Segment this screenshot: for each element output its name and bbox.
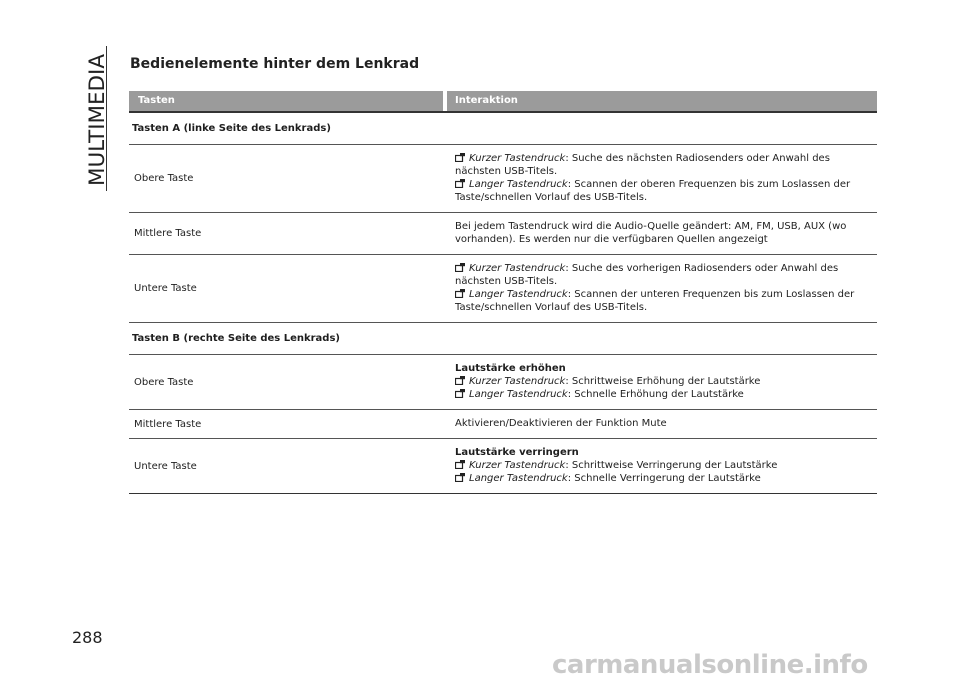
button-press-icon: [455, 376, 465, 385]
row-interaction: [449, 355, 877, 409]
row-label: Obere Taste: [134, 173, 194, 184]
row-label: Obere Taste: [134, 376, 194, 388]
section-side-title: [70, 50, 118, 190]
row-subtitle: Lautstärke erhöhen: [455, 363, 566, 374]
term-lang: Langer Tastendruck: [469, 473, 568, 484]
text-kurz: : Schrittweise Verringerung der Lautstärke: [565, 460, 778, 471]
term-kurz: Kurzer Tastendruck: [469, 460, 566, 471]
text-kurz: : Suche des nächsten Radiosenders oder Anwahl des nächsten USB-Titels.: [455, 153, 830, 177]
langer-line: [455, 388, 877, 401]
text-kurz: : Schrittweise Erhöhung der Lautstärke: [565, 376, 761, 387]
kurzer-line: [455, 375, 877, 388]
header-interaktion: Interaktion: [447, 91, 877, 111]
button-press-icon: [455, 389, 465, 398]
section-a-heading: Tasten A (linke Seite des Lenkrads): [129, 113, 877, 145]
term-lang: Langer Tastendruck: [469, 289, 568, 300]
text-kurz: : Suche des vorherigen Radiosenders oder Anwahl des nächsten USB-Titels.: [455, 263, 839, 287]
page-heading: Bedienelemente hinter dem Lenkrad: [130, 56, 420, 72]
button-press-icon: [455, 179, 465, 188]
table-row: [129, 255, 877, 323]
langer-line: [455, 178, 877, 204]
text-lang: : Scannen der unteren Frequenzen bis zum Loslassen der Taste/schnellen Vorlauf des USB-Titels.: [455, 289, 855, 313]
controls-table: [129, 91, 877, 494]
text-lang: : Schnelle Erhöhung der Lautstärke: [567, 389, 744, 400]
term-kurz: Kurzer Tastendruck: [469, 263, 566, 274]
table-header: [129, 91, 877, 113]
button-press-icon: [455, 460, 465, 469]
table-row: [129, 410, 877, 439]
row-label: Mittlere Taste: [134, 418, 202, 430]
text-lang: : Schnelle Verringerung der Lautstärke: [567, 473, 761, 484]
table-row: [129, 439, 877, 494]
table-row: [129, 145, 877, 213]
header-tasten: Tasten: [129, 91, 443, 111]
langer-line: [455, 288, 877, 314]
section-b-heading: Tasten B (rechte Seite des Lenkrads): [129, 323, 877, 355]
button-press-icon: [455, 289, 465, 298]
kurzer-line: [455, 459, 877, 472]
term-kurz: Kurzer Tastendruck: [469, 153, 566, 164]
page-number: 288: [72, 628, 103, 647]
row-interaction: [449, 145, 877, 212]
row-interaction: [449, 255, 877, 322]
watermark: carmanualsonline.info: [552, 650, 868, 680]
kurzer-line: [455, 262, 877, 288]
side-divider: [106, 46, 107, 191]
table-row: [129, 213, 877, 255]
button-press-icon: [455, 263, 465, 272]
button-press-icon: [455, 153, 465, 162]
side-title-text: MULTIMEDIA: [85, 56, 109, 186]
term-lang: Langer Tastendruck: [469, 389, 568, 400]
term-kurz: Kurzer Tastendruck: [469, 376, 566, 387]
text-lang: : Scannen der oberen Frequenzen bis zum Loslassen der Taste/schnellen Vorlauf des USB-Titels.: [455, 179, 851, 203]
term-lang: Langer Tastendruck: [469, 179, 568, 190]
kurzer-line: [455, 152, 877, 178]
row-interaction: Aktivieren/Deaktivieren der Funktion Mute: [455, 418, 667, 429]
row-interaction: Bei jedem Tastendruck wird die Audio-Quelle geändert: AM, FM, USB, AUX (wo vorhanden). Es werden nur die verfügbaren Quellen angezeigt: [455, 221, 847, 245]
row-label: Untere Taste: [134, 283, 197, 294]
row-interaction: [449, 439, 877, 493]
langer-line: [455, 472, 877, 485]
row-subtitle: Lautstärke verringern: [455, 447, 579, 458]
row-label: Untere Taste: [134, 460, 197, 472]
button-press-icon: [455, 473, 465, 482]
row-label: Mittlere Taste: [134, 228, 202, 239]
table-row: [129, 355, 877, 410]
